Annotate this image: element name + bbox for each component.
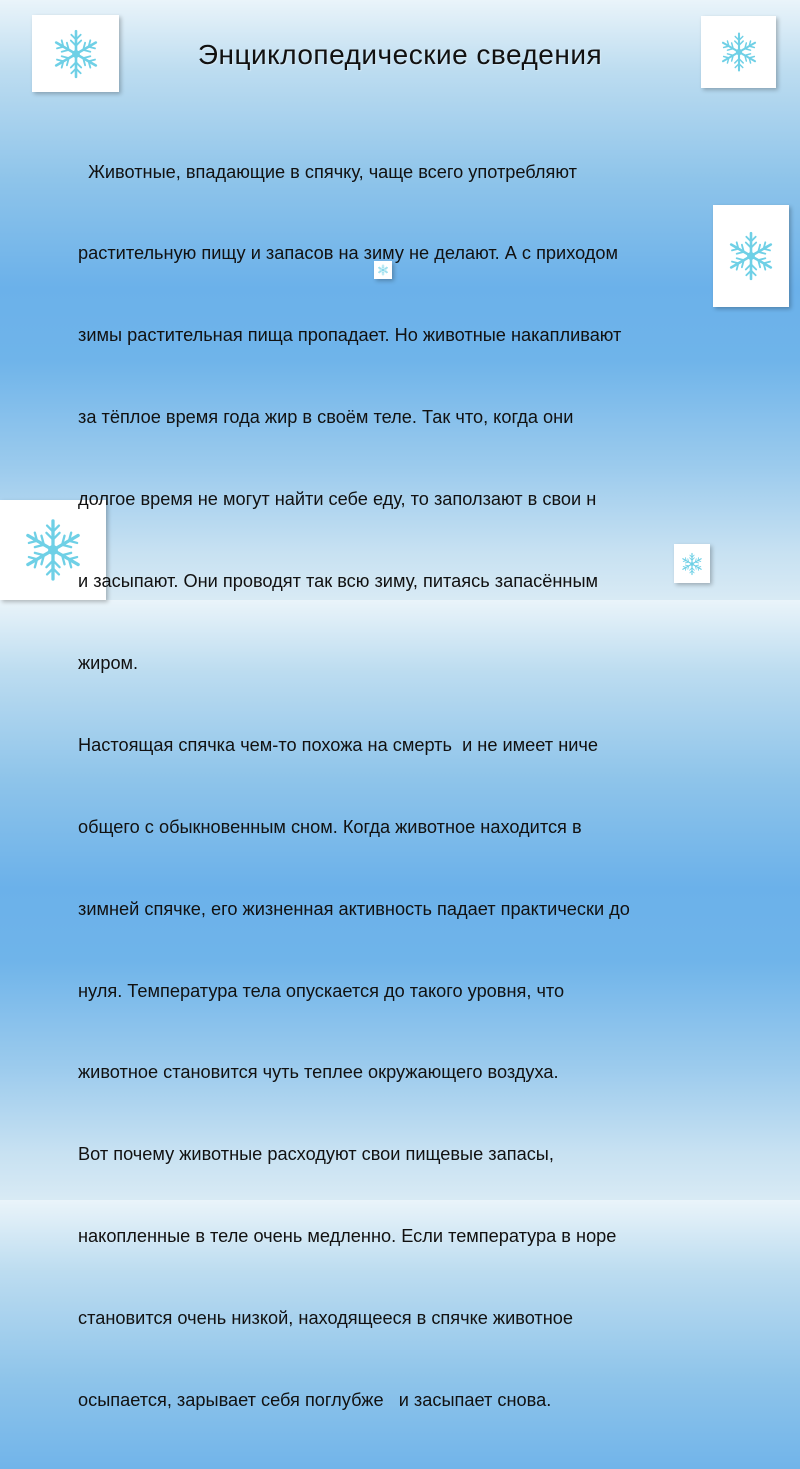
body-line: растительную пищу и запасов на зиму не делают. А с приходом: [78, 243, 619, 264]
body-line: нуля. Температура тела опускается до такого уровня, что: [78, 980, 565, 1001]
body-line: животное становится чуть теплее окружающего воздуха.: [78, 1062, 559, 1083]
body-line: Настоящая спячка чем-то похожа на смерть и не имеет ниче: [78, 734, 598, 755]
body-line: становится очень низкой, находящееся в спячке животное: [78, 1308, 574, 1329]
body-line: Животные, впадающие в спячку, чаще всего употребляют: [78, 161, 577, 182]
snowflake-icon: [20, 517, 86, 583]
body-line: и засыпают. Они проводят так всю зиму, питаясь запасённым: [78, 571, 599, 592]
body-line: жиром.: [78, 652, 139, 673]
body-line: Вот почему животные расходуют свои пищевые запасы,: [78, 1144, 554, 1165]
body-line: общего с обыкновенным сном. Когда животное находится в: [78, 816, 582, 837]
body-line: за тёплое время года жир в своём теле. Так что, когда они: [78, 407, 574, 428]
body-line: зимней спячке, его жизненная активность падает практически до: [78, 898, 630, 919]
body-line: накопленные в теле очень медленно. Если температура в норе: [78, 1226, 617, 1247]
body-paragraph: [78, 104, 778, 1469]
slide-title: Энциклопедические сведения: [197, 39, 603, 70]
body-line: долгое время не могут найти себе еду, то заползают в свои н: [78, 489, 597, 510]
body-line: зимы растительная пища пропадает. Но животные накапливают: [78, 325, 622, 346]
body-line: осыпается, зарывает себя поглубже и засыпает снова.: [78, 1389, 552, 1410]
